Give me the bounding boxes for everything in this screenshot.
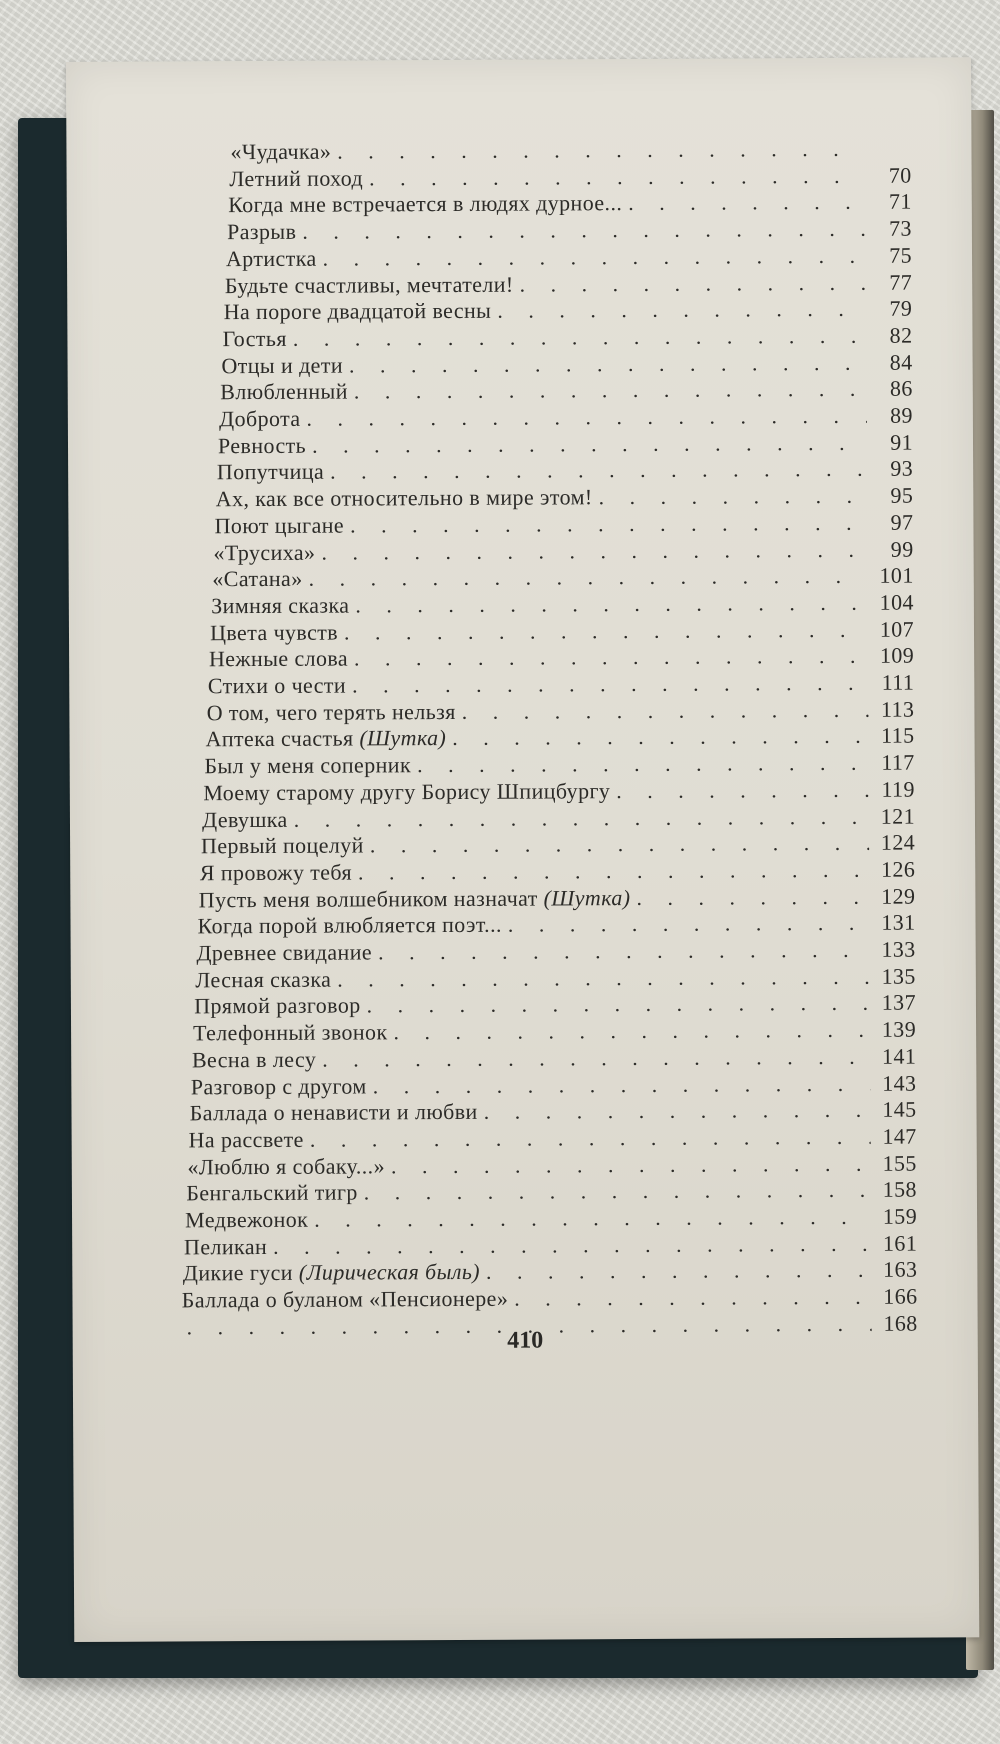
toc-dot-leader [309,563,868,592]
toc-dot-leader [302,216,866,245]
toc-dot-leader [369,163,866,192]
toc-dot-leader [364,1177,871,1206]
toc-entry-page: 111 [881,669,915,695]
toc-entry-page: 107 [879,616,915,642]
toc-entry-title [226,245,317,271]
toc-dot-leader [373,1070,871,1099]
toc-entry-page: 166 [883,1283,918,1309]
toc-dot-leader [337,136,865,165]
toc-entry-title [217,459,324,486]
toc-entry-page: 71 [888,188,912,215]
toc-entry-title [195,966,331,993]
toc-entry-page: 155 [882,1150,917,1176]
toc-entry-title [225,271,514,299]
toc-dot-leader [306,403,867,432]
toc-entry-page: 101 [879,562,914,588]
toc-entry-page: 117 [881,749,915,775]
toc-entry-page: 73 [889,215,912,241]
toc-entry-title [222,326,286,352]
toc-dot-leader [350,510,868,539]
toc-entry-title [219,406,300,432]
toc-entry-page: 119 [881,776,915,802]
toc-entry-title-text: Когда мне встречается в людях дурное... [228,190,623,218]
toc-entry-title-text: Нежные слова [208,645,349,672]
toc-entry-page: 84 [889,349,913,375]
toc-entry-note: (Шутка) [359,725,447,751]
table-of-contents [66,57,979,1642]
toc-entry-page: 129 [881,883,916,909]
toc-entry-page: 89 [889,402,913,428]
toc-entry-title [218,432,306,458]
toc-entry-title [220,379,348,406]
toc-entry-title-text: Весна в лесу [191,1046,317,1073]
toc-entry-page: 124 [880,829,916,855]
toc-dot-leader [323,243,867,272]
toc-entry-title [192,1047,316,1074]
toc-entry-title [194,993,361,1020]
toc-entry-title [207,699,456,726]
toc-entry-title-text: Бенгальский тигр [186,1179,358,1206]
toc-entry-title [190,1099,478,1127]
toc-dot-leader [391,1150,871,1179]
toc-entry-title-text: Ах, как все относительно в мире этом! [215,484,593,512]
toc-entry-title [186,1180,358,1207]
toc-dot-leader [352,670,868,699]
toc-entry-title [188,1127,303,1154]
toc-entry-title [228,190,622,218]
toc-entry-title-text: О том, чего терять нельзя [206,698,456,725]
toc-entry-title-text: Зимняя сказка [211,592,350,619]
toc-dot-leader [378,937,870,966]
toc-entry-title-text: Цвета чувств [210,619,339,645]
toc-dot-leader [636,883,869,910]
toc-entry-title [211,592,349,619]
toc-entry-title-text: «Люблю я собаку...» [187,1152,386,1179]
toc-entry-page: 133 [881,936,916,962]
toc-dot-leader [417,750,869,778]
toc-entry-title-text: Был у меня соперник [204,752,412,779]
toc-entry-title-text: «Чудачка» [230,138,332,165]
toc-entry-page: 109 [879,642,915,669]
toc-entry-title [229,165,363,192]
toc-entry-title-text: Поют цыгане [214,512,345,539]
toc-entry-page: 113 [880,696,915,722]
toc-dot-leader [520,269,867,297]
toc-entry-title [198,912,502,940]
toc-entry-title-text: Разговор с другом [190,1072,367,1099]
toc-entry-title-text: Дикие гуси [182,1260,294,1286]
toc-entry-page: 121 [880,803,916,829]
toc-entry-page: 115 [881,722,915,749]
toc-dot-leader [514,1284,871,1312]
toc-entry-page: 168 [883,1310,918,1336]
toc-entry-title-text: Артистка [225,245,317,271]
toc-entry-page: 137 [881,989,917,1016]
toc-entry-page: 141 [881,1043,917,1069]
toc-entry-title-text: Будьте счастливы, мечтатели! [224,271,514,298]
toc-entry-page: 93 [890,455,914,482]
toc-dot-leader [355,590,868,619]
toc-dot-leader [330,456,867,485]
toc-dot-leader [616,777,869,804]
toc-dot-leader [599,483,868,510]
toc-dot-leader [337,963,870,992]
toc-entry-title-text: Попутчица [216,459,325,485]
toc-entry-title [184,1234,267,1260]
toc-entry-title [208,673,346,700]
toc-entry-note: (Лирическая быль) [298,1259,481,1286]
toc-dot-leader [354,643,868,672]
toc-entry-title [201,833,364,860]
toc-entry-title-text: Древнее свидание [196,939,373,966]
toc-entry-page: 70 [888,162,912,188]
toc-entry-title-text: Аптека счастья [205,725,354,752]
toc-entry-title [204,752,411,779]
toc-dot-leader [508,910,870,938]
toc-entry-page: 158 [882,1176,917,1203]
toc-dot-leader [349,349,867,378]
toc-entry-title [185,1207,308,1234]
toc-dot-leader [358,857,869,886]
toc-entry-page: 161 [882,1230,918,1256]
toc-entry-title [213,539,315,566]
toc-entry-page: 79 [889,295,913,321]
toc-entry-page: 126 [880,856,916,882]
toc-entry-title [221,352,343,379]
toc-entry-title [230,139,331,166]
page-number: 410 [507,1327,544,1354]
toc-entry-title-text: Разрыв [226,218,297,245]
toc-dot-leader [293,323,867,352]
toc-entry-page: 91 [890,429,914,455]
toc-entry-page: 159 [882,1203,918,1229]
toc-entry-title [227,219,296,245]
toc-entry-title [200,859,352,886]
toc-entry-page: 77 [889,269,913,295]
toc-dot-leader [322,1044,870,1073]
toc-entry-title [224,298,492,325]
toc-entry-title-text: На пороге двадцатой весны [223,297,492,325]
toc-entry-page: 135 [881,963,916,989]
toc-entry-title [187,1153,385,1180]
toc-entry-title-text: Телефонный звонок [193,1019,388,1046]
toc-dot-leader [321,536,867,565]
toc-entry-title-text: Медвежонок [185,1206,309,1233]
toc-dot-leader [273,1230,871,1259]
toc-entry-title [216,484,593,512]
toc-dot-leader [294,803,869,832]
toc-dot-leader [393,1017,870,1045]
toc-entry-title-text: Ревность [217,432,307,458]
toc-entry-page: 86 [889,375,913,401]
toc-entry-title-text: Доброта [219,405,301,432]
toc-dot-leader [452,723,868,751]
toc-entry-title [212,566,302,592]
toc-entry-page: 145 [882,1096,917,1122]
toc-entry-page: 143 [882,1070,917,1096]
toc-dot-leader [312,429,867,458]
toc-entry-title-text: Баллада о ненависти и любви [189,1099,478,1126]
toc-entry-title-text: Баллада о буланом «Пенсионере» [181,1285,509,1313]
toc-entry-title [196,939,372,966]
toc-dot-leader [314,1204,871,1233]
toc-entry-title-text: Летний поход [229,165,364,191]
toc-entry-title-text: Прямой разговор [194,992,361,1019]
toc-entry-title-text: Моему старому другу Борису Шпицбургу [203,777,611,806]
toc-entry-title-text: Пеликан [183,1233,268,1260]
toc-entry-page: 147 [882,1123,917,1149]
toc-dot-leader [484,1097,871,1125]
toc-entry-title-text: Когда порой влюбляется поэт... [197,912,502,939]
toc-dot-leader [628,189,866,216]
toc-entry-page: 104 [879,589,914,615]
toc-dot-leader [370,830,869,859]
toc-entry-page: 82 [889,322,913,348]
toc-entry-page: 75 [889,242,913,268]
toc-entry-title-text: Отцы и дети [221,352,344,378]
toc-entry-page: 99 [890,536,914,562]
toc-entry-page: 131 [881,909,916,936]
toc-dot-leader [354,376,867,405]
toc-entry-title [215,512,345,539]
toc-entry-title-text: Пусть меня волшебником назначат [198,885,538,912]
toc-entry-title [183,1259,480,1287]
toc-entry-title [202,806,288,832]
toc-entry-title-text: «Сатана» [212,565,303,592]
toc-entry-page: 95 [890,482,914,508]
toc-entry-title-text: Лесная сказка [195,966,332,993]
toc-dot-leader [367,990,870,1019]
toc-entry-title [182,1286,509,1314]
toc-entry-title [193,1019,388,1046]
toc-entry-title [203,778,610,806]
toc-entry-title-text: Первый поцелуй [200,832,364,859]
toc-entry-title [209,646,348,673]
toc-entry-page: 163 [883,1256,918,1283]
toc-entry-title [191,1073,367,1100]
toc-entry-title-text: На рассвете [188,1126,304,1153]
toc-entry-page: 97 [890,509,914,535]
toc-entry-title-text: Гостья [222,325,287,352]
toc-entry-title-text: Девушка [202,806,288,832]
toc-entry-title-text: «Трусиха» [213,539,316,565]
toc-entry-page: 139 [881,1016,917,1042]
toc-entry-title [205,725,446,752]
toc-dot-leader [344,616,868,645]
toc-entry-title [199,885,631,913]
book-page [66,57,979,1642]
toc-dot-leader [497,296,866,324]
toc-entry-title [210,619,338,646]
toc-entry-title-text: Влюбленный [220,378,348,405]
toc-entry-note: (Шутка) [543,884,631,911]
toc-entry-title-text: Стихи о чести [207,672,347,699]
toc-dot-leader [486,1257,871,1285]
toc-dot-leader [462,696,869,724]
toc-entry-title-text: Я провожу тебя [199,859,353,886]
toc-dot-leader [310,1124,871,1153]
